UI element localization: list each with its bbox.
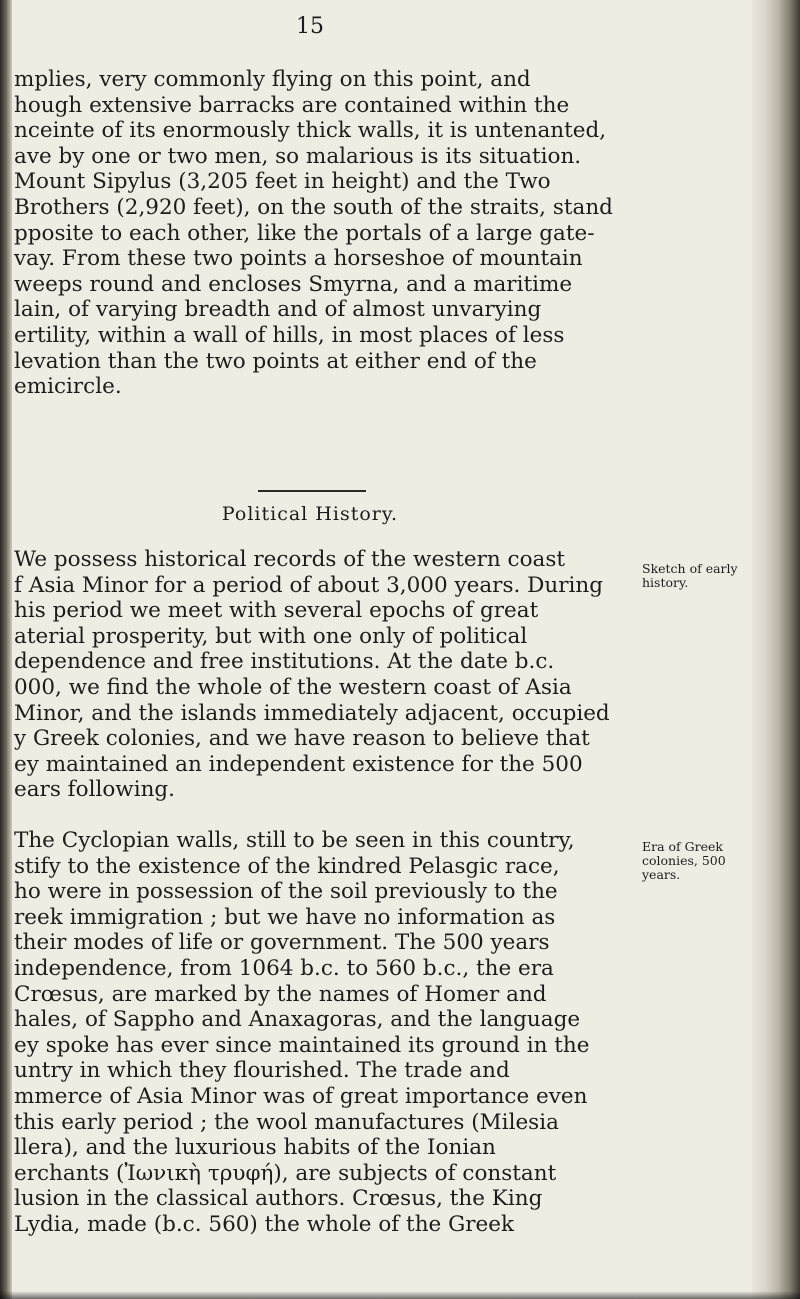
margin-note-early-history — [642, 562, 752, 590]
text-line: emicircle. — [14, 374, 122, 400]
margin-note-line: colonies, 500 — [642, 853, 726, 868]
text-line: ertility, within a wall of hills, in most places of less — [14, 322, 565, 348]
page-gutter-right — [752, 0, 800, 1299]
text-line: erchants (Ἰωνικὴ τρυφή), are subjects of constant — [14, 1160, 557, 1186]
margin-note-line: years. — [642, 867, 681, 882]
text-line: this early period ; the wool manufactures (Milesia — [14, 1109, 559, 1135]
text-line: pposite to each other, like the portals of a large gate- — [14, 220, 595, 246]
text-line: mmerce of Asia Minor was of great importance even — [14, 1083, 588, 1109]
margin-note-line: history. — [642, 575, 689, 590]
text-line: untry in which they flourished. The trade and — [14, 1058, 510, 1084]
text-line: ho were in possession of the soil previously to the — [14, 879, 558, 905]
text-line: reek immigration ; but we have no information as — [14, 904, 556, 930]
section-heading: Political History. — [221, 503, 399, 525]
text-line: his period we meet with several epochs of great — [14, 598, 539, 624]
text-line: vay. From these two points a horseshoe of mountain — [14, 246, 583, 272]
text-line: dependence and free institutions. At the date b.c. — [14, 649, 555, 675]
text-line: aterial prosperity, but with one only of political — [14, 623, 528, 649]
text-line: levation than the two points at either end of the — [14, 348, 537, 374]
margin-note-greek-colonies — [642, 840, 752, 882]
text-line: f Asia Minor for a period of about 3,000 years. During — [14, 572, 604, 598]
text-line: hough extensive barracks are contained within the — [14, 92, 570, 118]
text-line: weeps round and encloses Smyrna, and a maritime — [14, 271, 573, 297]
section-divider — [258, 490, 366, 492]
text-line: llera), and the luxurious habits of the Ionian — [14, 1135, 496, 1161]
text-line: ears following. — [14, 777, 176, 803]
text-line: ey spoke has ever since maintained its ground in the — [14, 1032, 590, 1058]
text-line: y Greek colonies, and we have reason to believe that — [14, 726, 590, 752]
text-line: The Cyclopian walls, still to be seen in this country, — [14, 828, 575, 853]
paragraph-2 — [14, 547, 634, 803]
text-line: stify to the existence of the kindred Pelasgic race, — [14, 853, 560, 879]
margin-note-line: Sketch of early — [642, 561, 738, 576]
paragraph-3 — [14, 828, 634, 1238]
text-line: We possess historical records of the western coast — [14, 547, 566, 572]
text-line: ey maintained an independent existence for the 500 — [14, 751, 583, 777]
text-line: nceinte of its enormously thick walls, it is untenanted, — [14, 118, 607, 144]
text-line: Mount Sipylus (3,205 feet in height) and the Two — [14, 169, 551, 195]
page-gutter-left — [0, 0, 12, 1299]
text-line: their modes of life or government. The 500 years — [14, 930, 550, 956]
page-number: 15 — [296, 14, 324, 39]
text-line: hales, of Sappho and Anaxagoras, and the language — [14, 1007, 581, 1033]
margin-note-line: Era of Greek — [642, 839, 723, 854]
text-line: Lydia, made (b.c. 560) the whole of the Greek — [14, 1211, 515, 1237]
text-line: lusion in the classical authors. Crœsus, the King — [14, 1186, 543, 1212]
text-line: Crœsus, are marked by the names of Homer and — [14, 981, 547, 1007]
text-line: 000, we find the whole of the western coast of Asia — [14, 674, 572, 700]
text-line: ave by one or two men, so malarious is its situation. — [14, 143, 582, 169]
text-line: lain, of varying breadth and of almost unvarying — [14, 297, 542, 323]
text-line: Brothers (2,920 feet), on the south of the straits, stand — [14, 194, 613, 220]
paragraph-1 — [14, 67, 634, 400]
text-line: mplies, very commonly flying on this point, and — [14, 67, 531, 92]
page-bottom-shadow — [0, 1291, 800, 1299]
text-line: Minor, and the islands immediately adjacent, occupied — [14, 700, 610, 726]
text-line: independence, from 1064 b.c. to 560 b.c., the era — [14, 955, 554, 981]
